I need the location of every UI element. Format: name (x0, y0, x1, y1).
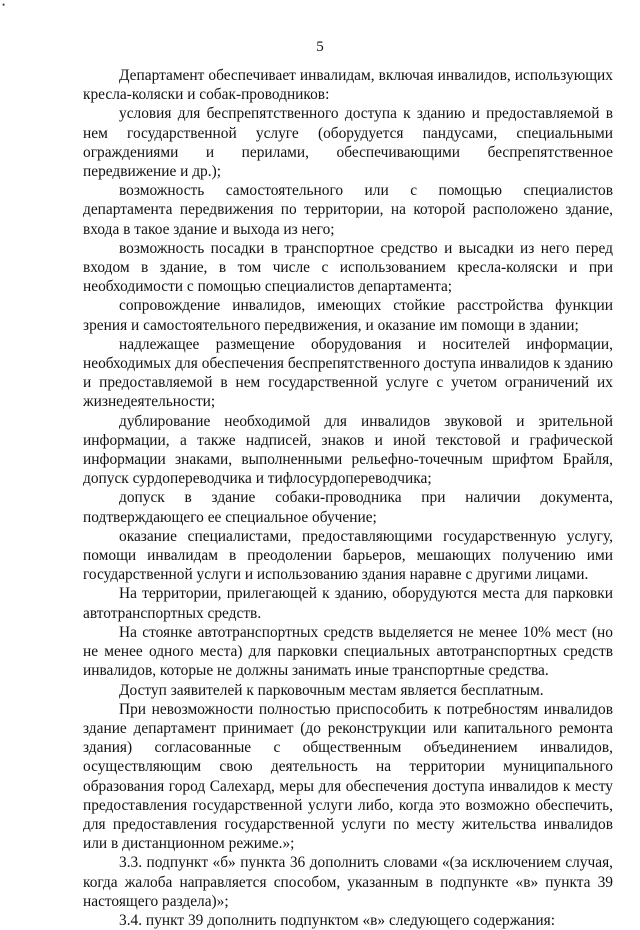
corner-mark: • (2, 0, 6, 10)
paragraph: Департамент обеспечивает инвалидам, включая инвалидов, использующих кресла-коляски и собак-проводников: (83, 67, 613, 104)
document-body (83, 66, 613, 930)
paragraph: надлежащее размещение оборудования и носителей информации, необходимых для обеспечения беспрепятственного доступа инвалидов к зданию и предоставляемой в нем государственной услуге с учетом ограничений их жизнедеятельности; (83, 335, 613, 411)
paragraph: На стоянке автотранспортных средств выделяется не менее 10% мест (но не менее одного места) для парковки специальных автотранспортных средств инвалидов, которые не должны занимать иные транспортные средства. (83, 623, 613, 680)
paragraph: На территории, прилегающей к зданию, оборудуются места для парковки автотранспортных средств. (83, 585, 613, 622)
paragraph: возможность самостоятельного или с помощью специалистов департамента передвижения по территории, на которой расположено здание, входа в такое здание и выхода из него; (83, 182, 613, 238)
paragraph: При невозможности полностью приспособить к потребностям инвалидов здание департамент принимает (до реконструкции или капитального ремонта здания) согласованные с общественным объединением инвалидов, осуществляющим свою деятельность на территории муниципального образования город Салехард, меры для обеспечения доступа инвалидов к месту предоставления государственной услуги либо, когда это возможно обеспечить, для предоставления государственной услуги по месту жительства инвалидов или в дистанционном режиме.»; (83, 700, 613, 853)
paragraph: сопровождение инвалидов, имеющих стойкие расстройства функции зрения и самостоятельного передвижения, и оказание им помощи в здании; (83, 297, 613, 334)
page-number: 5 (316, 39, 324, 55)
paragraph: Доступ заявителей к парковочным местам является бесплатным. (119, 681, 544, 699)
paragraph: допуск в здание собаки-проводника при наличии документа, подтверждающего ее специальное обучение; (83, 489, 613, 526)
paragraph: оказание специалистами, предоставляющими государственную услугу, помощи инвалидам в преодолении барьеров, мешающих получению ими государственной услуги и использованию здания наравне с другими лицами. (83, 527, 613, 584)
paragraph: 3.4. пункт 39 дополнить подпунктом «в» следующего содержания: (119, 911, 556, 929)
paragraph: 3.3. подпункт «б» пункта 36 дополнить словами «(за исключением случая, когда жалоба направляется способом, указанным в подпункте «в» пункта 39 настоящего раздела)»; (83, 854, 613, 910)
paragraph: дублирование необходимой для инвалидов звуковой и зрительной информации, а также надписей, знаков и иной текстовой и графической информации знаками, выполненными рельефно-точечным шрифтом Брайля, допуск сурдопереводчика и тифлосурдопереводчика; (83, 412, 613, 488)
paragraph: возможность посадки в транспортное средство и высадки из него перед входом в здание, в том числе с использованием кресла-коляски и при необходимости с помощью специалистов департамента; (83, 239, 613, 296)
paragraph: условия для беспрепятственного доступа к зданию и предоставляемой в нем государственной услуге (оборудуется пандусами, специальными ограждениями и перилами, обеспечивающими беспрепятственное передвижение и др.); (83, 105, 613, 181)
